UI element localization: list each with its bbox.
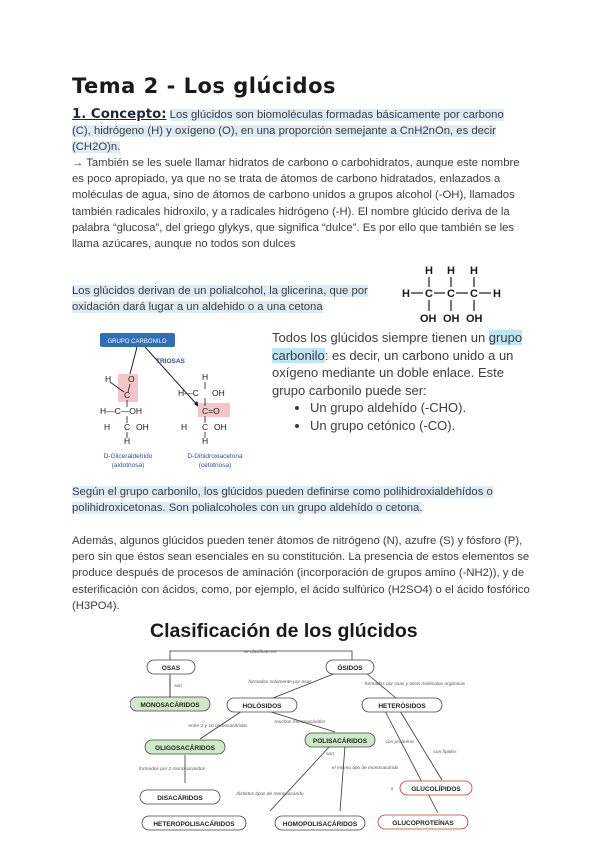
glycerin-h-left: H	[402, 288, 410, 300]
carbonyl-highlight: grupo carbonilo	[272, 330, 523, 363]
label-holosidos: HOLÓSIDOS	[242, 703, 282, 710]
concept-text-1: Los glúcidos son biomoléculas formadas básicamente por carbono (C), hidrógeno (H) y oxígeno (O), en una proporción semejante a CnH2nOn, es decir (CH2O)n.	[72, 109, 504, 154]
triosas-figure	[90, 330, 265, 478]
ald-oh-3: OH	[136, 422, 149, 432]
carbonyl-text-b: : es decir, un carbono unido a un oxígeno mediante un doble enlace. Este grupo carbonilo puede ser:	[272, 347, 514, 398]
glycerin-c-3: C	[470, 288, 478, 300]
arrow-to-ketone	[145, 347, 200, 408]
glycerin-structure	[400, 262, 520, 330]
ald-h-1: H	[105, 374, 112, 384]
label-polisacaridos: POLISACÁRIDOS	[312, 738, 368, 745]
concept-text-5-wrap	[72, 484, 522, 516]
label-homopolisacaridos: HOMOPOLISACÁRIDOS	[282, 821, 358, 828]
concept-map	[130, 645, 480, 845]
ket-co: C=O	[202, 406, 220, 416]
label-disacaridos: DISACÁRIDOS	[157, 795, 203, 802]
glycerin-h-top-3: H	[470, 265, 478, 277]
glycerin-h-top-2: H	[447, 265, 455, 277]
ald-h-4: H	[124, 436, 131, 446]
ald-row-2: H—C—OH	[100, 406, 143, 416]
link-mismo-tipo: el mismo tipo de monosacárido	[331, 766, 399, 771]
ald-name: D-Gliceraldehído	[103, 453, 153, 460]
link-muchos: muchos monosacáridos	[274, 720, 326, 725]
concept-paragraph	[72, 107, 512, 156]
glycerin-oh-1: OH	[420, 313, 437, 325]
link-son-2: son	[326, 752, 334, 757]
ald-c-3: C	[124, 422, 131, 432]
label-osas: OSAS	[161, 665, 181, 672]
concept-text-2: → También se les suele llamar hidratos de carbono o carbohidratos, aunque este nombre es poco apropiado, ya que no se trata de átomos de carbono hidratados, enlazados a moléculas de agua, sino de átomos de carbono unidos a grupos alcohol (-OH), llamados también radicales hidroxilo, y a radicales hidrógeno (-H). El nombre glúcido deriva de la palabra “glucosa”, del griego glykys, que significa “dulce”. Es por ello que también se les llama azúcares, aunque no todos son dulces	[72, 157, 520, 251]
carbonyl-text-a: Todos los glúcidos siempre tienen un	[272, 330, 489, 345]
ket-oh-1: OH	[212, 388, 225, 398]
ket-h-3: H	[181, 422, 188, 432]
ald-h-3: H	[104, 422, 111, 432]
triosas-label: TRIOSAS	[156, 358, 185, 365]
list-item: • Un grupo cetónico (-CO).	[310, 417, 532, 435]
section-heading-concepto: 1. Concepto:	[72, 107, 167, 122]
ald-sub: (aldotriosa)	[111, 462, 145, 469]
carbonyl-paragraph	[272, 329, 532, 435]
arrow-to-aldehyde	[130, 347, 137, 374]
link-distintos-tipos: distintos tipos de monosacárido	[236, 792, 304, 797]
concept-text-5: Según el grupo carbonilo, los glúcidos pueden definirse como polihidroxialdehídos o polihidroxicetonas. Son polialcoholes con un grupo aldehído o cetona.	[72, 486, 493, 515]
concept-text-3: Los glúcidos derivan de un polialcohol, la glicerina, que por oxidación dará lugar a un aldehido o a una cetona	[72, 285, 368, 314]
link-entre2y10: entre 2 y 10 monosacáridos	[188, 724, 248, 729]
glycerin-c-2: C	[447, 288, 455, 300]
link-formados-osas-otras: formados por osas y otras moléculas orgánicas	[364, 682, 466, 687]
ket-sub: (cetotriosa)	[198, 462, 232, 469]
glycerin-h-right: H	[493, 288, 501, 300]
carbonyl-box-label: GRUPO CARBONILO	[107, 339, 167, 345]
concept-map-title: Clasificación de los glúcidos	[150, 620, 418, 642]
label-glucoproteinas: GLUCOPROTEÍNAS	[392, 820, 454, 827]
carbonyl-list	[272, 399, 532, 434]
ket-c-3: C	[202, 422, 209, 432]
ket-name: D-Dihidroxiacetona	[187, 453, 243, 460]
glycerin-c-1: C	[425, 288, 433, 300]
label-glucolipidos: GLUCOLÍPIDOS	[411, 786, 461, 793]
glycerin-oh-3: OH	[466, 313, 483, 325]
label-heterosidos: HETERÓSIDOS	[378, 703, 426, 710]
link-se-clasifican: se clasifican en	[243, 650, 277, 655]
ald-c-1: C	[124, 390, 131, 400]
label-monosacaridos: MONOSACÁRIDOS	[140, 702, 200, 709]
ket-h-1: H	[202, 372, 209, 382]
label-heteropolisacaridos: HETEROPOLISACÁRIDOS	[153, 821, 235, 828]
glycerin-oh-2: OH	[443, 313, 460, 325]
link-son: son	[174, 684, 182, 689]
list-item: • Un grupo aldehído (-CHO).	[310, 399, 532, 417]
link-con-lipidos: con lípidos	[433, 750, 457, 755]
label-osidos: ÓSIDOS	[337, 665, 363, 672]
ket-row-1: H—C	[178, 388, 199, 398]
link-con-proteinas: con proteínas	[385, 740, 415, 745]
glycerin-h-top-1: H	[425, 265, 433, 277]
concept-text-6: Además, algunos glúcidos pueden tener átomos de nitrógeno (N), azufre (S) y fósforo (P), pero sin que éstos sean esenciales en su constitución. La presencia de estos elementos se produce después de procesos de aminación (incorporación de grupos amino (-NH2)), y de esterificación con ácidos, como, por ejemplo, el ácido sulfúrico (H2SO4) o el ácido fosfórico (H3PO4).	[72, 535, 530, 612]
ket-h-4: H	[202, 436, 209, 446]
concept-text-3-wrap	[72, 283, 402, 315]
ald-o: O	[128, 374, 135, 384]
page-title: Tema 2 - Los glúcidos	[72, 74, 336, 98]
link-formados-2: formados por 2 monosacáridos	[138, 767, 206, 772]
link-o: o	[390, 787, 394, 792]
link-formados-osas: formados solamente por osas	[248, 680, 312, 685]
label-oligosacaridos: OLIGOSACÁRIDOS	[155, 745, 215, 752]
ket-oh-3: OH	[214, 422, 227, 432]
